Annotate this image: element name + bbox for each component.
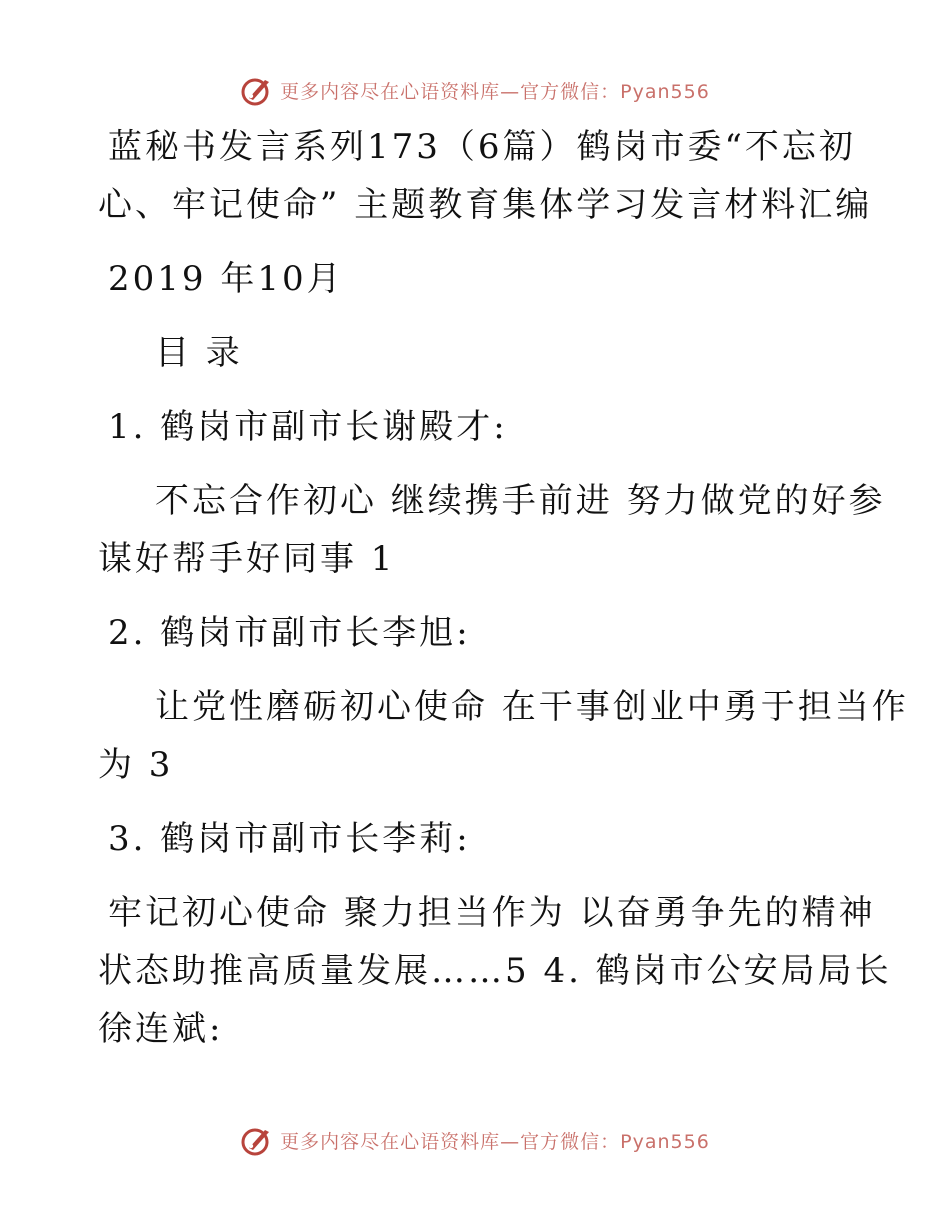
toc-entry-1-title-line-2: 谋好帮手好同事 1 [98,539,396,579]
toc-entry-2-title-line-1: 让党性磨砺初心使命 在干事创业中勇于担当作 [155,687,909,727]
toc-entry-2-speaker: 2. 鹤岗市副市长李旭: [108,613,471,653]
toc-entry-3-title-line-3: 徐连斌: [98,1009,224,1049]
watermark-text: 更多内容尽在心语资料库—官方微信：Pyan556 [280,80,710,103]
toc-entry-3-title-line-1: 牢记初心使命 聚力担当作为 以奋勇争先的精神 [108,893,876,933]
watermark-id: Pyan556 [620,1130,710,1153]
watermark-text: 更多内容尽在心语资料库—官方微信：Pyan556 [280,1130,710,1153]
document-title-line-2: 心、牢记使命” 主题教育集体学习发言材料汇编 [98,185,873,225]
toc-entry-1-title-line-1: 不忘合作初心 继续携手前进 努力做党的好参 [155,481,886,521]
toc-heading: 目 录 [155,333,243,373]
document-date: 2019 年10月 [108,259,344,299]
toc-entry-2-title-line-2: 为 3 [98,745,174,785]
toc-entry-3-speaker: 3. 鹤岗市副市长李莉: [108,819,471,859]
watermark-footer [0,1120,950,1160]
document-title-line-1: 蓝秘书发言系列173（6篇）鹤岗市委“不忘初 [108,127,856,167]
toc-entry-1-speaker: 1. 鹤岗市副市长谢殿才: [108,407,508,447]
pen-logo-icon [240,1123,274,1157]
watermark-id: Pyan556 [620,80,710,103]
toc-entry-3-title-line-2: 状态助推高质量发展……5 4. 鹤岗市公安局局长 [98,951,892,991]
